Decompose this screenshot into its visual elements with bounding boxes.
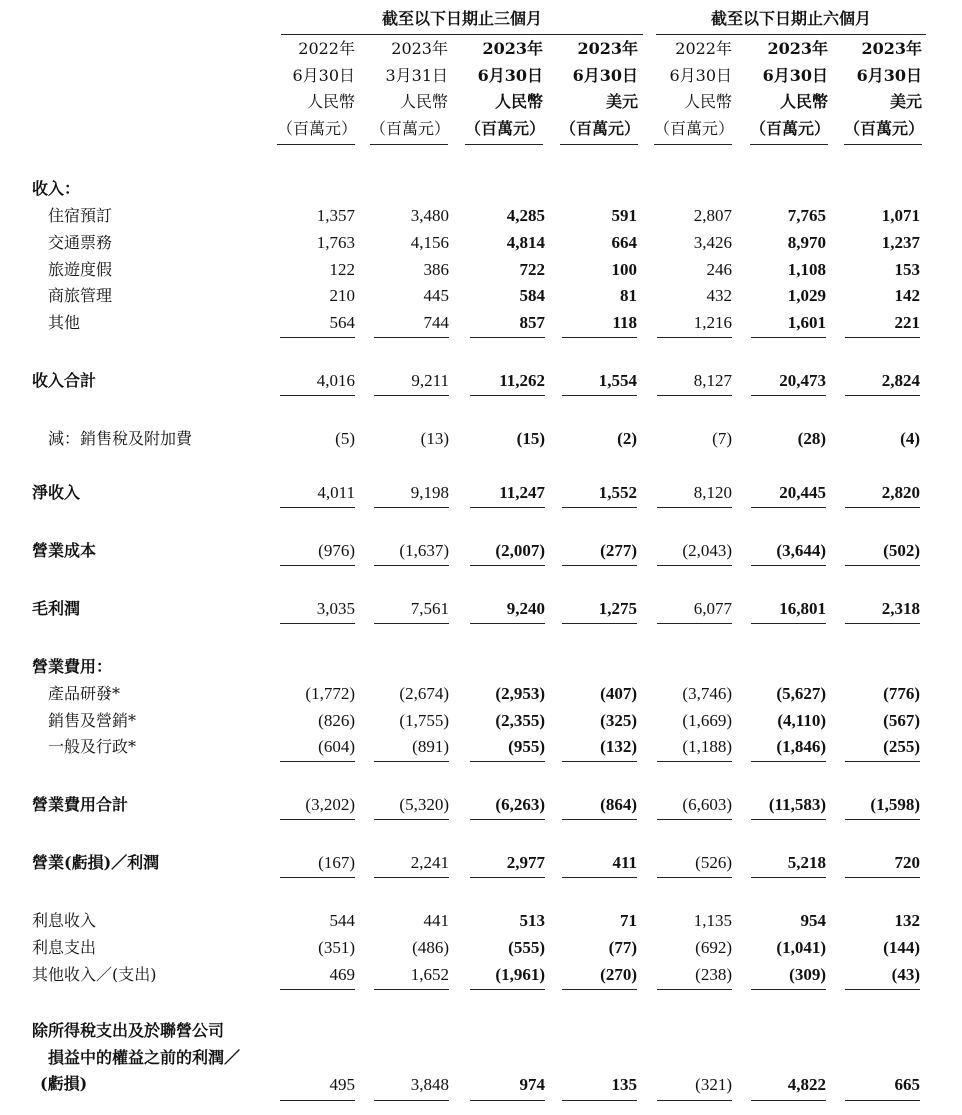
row-label: 旅遊度假 bbox=[48, 260, 113, 279]
table-cell: 2,820 bbox=[881, 483, 920, 502]
table-cell: (238) bbox=[695, 965, 732, 984]
table-row bbox=[0, 1072, 962, 1099]
table-cell: 664 bbox=[611, 233, 637, 252]
subtotal-rule bbox=[374, 565, 449, 566]
subtotal-rule bbox=[751, 623, 826, 624]
table-cell: 495 bbox=[329, 1075, 355, 1094]
table-cell: 9,240 bbox=[506, 599, 545, 618]
table-row bbox=[0, 203, 962, 230]
subtotal-rule bbox=[374, 819, 449, 820]
subtotal-rule bbox=[657, 761, 732, 762]
table-cell: (325) bbox=[600, 711, 637, 730]
subtotal-rule bbox=[562, 337, 637, 338]
table-cell: 411 bbox=[612, 853, 637, 872]
table-cell: (407) bbox=[600, 684, 637, 703]
subtotal-rule bbox=[657, 565, 732, 566]
row-label-line: (虧損) bbox=[40, 1074, 88, 1093]
subtotal-rule bbox=[470, 761, 545, 762]
table-cell: 564 bbox=[329, 313, 355, 332]
table-cell: (692) bbox=[695, 938, 732, 957]
table-cell: 9,198 bbox=[410, 483, 449, 502]
table-cell: 513 bbox=[519, 911, 545, 930]
table-cell: 7,765 bbox=[787, 206, 826, 225]
table-cell: 4,285 bbox=[506, 206, 545, 225]
group-header-six-months: 截至以下日期止六個月 bbox=[656, 8, 926, 35]
subtotal-rule bbox=[374, 761, 449, 762]
table-cell: 3,480 bbox=[410, 206, 449, 225]
row-label-line: 損益中的權益之前的利潤／ bbox=[48, 1047, 241, 1067]
subtotal-rule bbox=[845, 761, 920, 762]
subtotal-rule bbox=[562, 507, 637, 508]
table-cell: 3,426 bbox=[693, 233, 732, 252]
table-cell: 2,241 bbox=[410, 853, 449, 872]
subtotal-rule bbox=[470, 819, 545, 820]
table-cell: (1,846) bbox=[776, 737, 826, 756]
table-cell: 20,473 bbox=[779, 371, 826, 390]
table-cell: 153 bbox=[894, 260, 920, 279]
table-row bbox=[0, 935, 962, 962]
subtotal-rule bbox=[562, 565, 637, 566]
table-cell: (5) bbox=[335, 429, 355, 448]
subtotal-rule bbox=[470, 1100, 545, 1101]
subtotal-rule bbox=[657, 337, 732, 338]
table-cell: (144) bbox=[883, 938, 920, 957]
subtotal-rule bbox=[751, 507, 826, 508]
table-cell: 1,357 bbox=[316, 206, 355, 225]
row-label-line: 除所得稅支出及於聯營公司 bbox=[32, 1021, 225, 1040]
table-cell: 591 bbox=[611, 206, 637, 225]
subtotal-rule bbox=[751, 565, 826, 566]
subtotal-rule bbox=[374, 395, 449, 396]
table-cell: 4,016 bbox=[316, 371, 355, 390]
table-row bbox=[0, 257, 962, 284]
table-row bbox=[0, 792, 962, 819]
table-cell: 1,552 bbox=[598, 483, 637, 502]
table-cell: (864) bbox=[600, 795, 637, 814]
table-cell: (526) bbox=[695, 853, 732, 872]
subtotal-rule bbox=[562, 623, 637, 624]
subtotal-rule bbox=[374, 1100, 449, 1101]
subtotal-rule bbox=[280, 1100, 355, 1101]
subtotal-rule bbox=[845, 507, 920, 508]
table-cell: 665 bbox=[894, 1075, 920, 1094]
table-cell: 584 bbox=[519, 286, 545, 305]
group-header-three-months: 截至以下日期止三個月 bbox=[281, 8, 643, 35]
row-label: 交通票務 bbox=[48, 233, 113, 252]
table-cell: (321) bbox=[695, 1075, 732, 1094]
table-cell: 4,156 bbox=[410, 233, 449, 252]
table-cell: 445 bbox=[423, 286, 449, 305]
table-cell: 1,237 bbox=[881, 233, 920, 252]
table-cell: (776) bbox=[883, 684, 920, 703]
table-cell: 544 bbox=[329, 911, 355, 930]
table-row bbox=[0, 230, 962, 257]
table-cell: 210 bbox=[329, 286, 355, 305]
table-cell: (555) bbox=[508, 938, 545, 957]
column-header: 2023年 6月30日 美元 （百萬元） bbox=[560, 36, 638, 145]
subtotal-rule bbox=[562, 761, 637, 762]
subtotal-rule bbox=[751, 819, 826, 820]
subtotal-rule bbox=[280, 395, 355, 396]
table-cell: (1,961) bbox=[495, 965, 545, 984]
subtotal-rule bbox=[657, 1100, 732, 1101]
table-cell: 11,247 bbox=[499, 483, 545, 502]
subtotal-rule bbox=[751, 989, 826, 990]
table-row bbox=[0, 708, 962, 735]
subtotal-rule bbox=[280, 565, 355, 566]
table-cell: (976) bbox=[318, 541, 355, 560]
table-cell: (502) bbox=[883, 541, 920, 560]
row-label: 營業成本 bbox=[32, 541, 97, 560]
table-row bbox=[0, 734, 962, 761]
table-row bbox=[0, 310, 962, 337]
row-label: 住宿預訂 bbox=[48, 206, 113, 225]
table-cell: 7,561 bbox=[410, 599, 449, 618]
row-label: 收入： bbox=[32, 179, 81, 198]
table-cell: (2,043) bbox=[682, 541, 732, 560]
table-cell: (3,644) bbox=[776, 541, 826, 560]
table-cell: (2,355) bbox=[495, 711, 545, 730]
row-label: 營業(虧損)／利潤 bbox=[32, 853, 160, 872]
table-cell: 2,977 bbox=[506, 853, 545, 872]
subtotal-rule bbox=[562, 819, 637, 820]
row-label: 一般及行政* bbox=[48, 737, 137, 756]
table-row bbox=[0, 908, 962, 935]
table-row bbox=[0, 368, 962, 395]
subtotal-rule bbox=[751, 877, 826, 878]
subtotal-rule bbox=[562, 989, 637, 990]
table-row bbox=[0, 538, 962, 565]
column-header: 2023年 6月30日 人民幣 （百萬元） bbox=[465, 36, 543, 145]
row-label: 營業費用合計 bbox=[32, 795, 129, 814]
table-cell: (1,188) bbox=[682, 737, 732, 756]
table-cell: 71 bbox=[620, 911, 637, 930]
table-cell: 9,211 bbox=[411, 371, 449, 390]
subtotal-rule bbox=[280, 761, 355, 762]
subtotal-rule bbox=[751, 337, 826, 338]
table-cell: 1,029 bbox=[787, 286, 826, 305]
table-cell: 100 bbox=[611, 260, 637, 279]
table-cell: (3,202) bbox=[305, 795, 355, 814]
table-cell: 1,216 bbox=[693, 313, 732, 332]
subtotal-rule bbox=[470, 623, 545, 624]
row-label: 其他 bbox=[48, 313, 81, 332]
table-cell: (255) bbox=[883, 737, 920, 756]
column-header: 2023年 6月30日 人民幣 （百萬元） bbox=[750, 36, 828, 145]
row-label: 減：銷售稅及附加費 bbox=[48, 429, 193, 448]
table-cell: 1,554 bbox=[598, 371, 637, 390]
table-cell: 744 bbox=[423, 313, 449, 332]
subtotal-rule bbox=[657, 877, 732, 878]
column-header: 2023年 3月31日 人民幣 （百萬元） bbox=[370, 36, 448, 145]
table-cell: (891) bbox=[412, 737, 449, 756]
row-label: 營業費用： bbox=[32, 657, 113, 676]
subtotal-rule bbox=[470, 395, 545, 396]
subtotal-rule bbox=[280, 877, 355, 878]
table-cell: 2,824 bbox=[881, 371, 920, 390]
table-cell: (5,627) bbox=[776, 684, 826, 703]
table-cell: 441 bbox=[423, 911, 449, 930]
subtotal-rule bbox=[470, 565, 545, 566]
table-cell: 135 bbox=[611, 1075, 637, 1094]
subtotal-rule bbox=[374, 507, 449, 508]
table-cell: 8,127 bbox=[693, 371, 732, 390]
subtotal-rule bbox=[470, 507, 545, 508]
subtotal-rule bbox=[845, 989, 920, 990]
table-cell: 2,318 bbox=[881, 599, 920, 618]
column-header: 2023年 6月30日 美元 （百萬元） bbox=[844, 36, 922, 145]
table-cell: 857 bbox=[519, 313, 545, 332]
row-label: 利息支出 bbox=[32, 938, 97, 957]
table-cell: 720 bbox=[894, 853, 920, 872]
table-cell: 974 bbox=[519, 1075, 545, 1094]
row-label: 產品研發* bbox=[48, 684, 121, 703]
table-cell: 2,807 bbox=[693, 206, 732, 225]
table-cell: (1,669) bbox=[682, 711, 732, 730]
subtotal-rule bbox=[280, 623, 355, 624]
subtotal-rule bbox=[562, 395, 637, 396]
subtotal-rule bbox=[280, 989, 355, 990]
subtotal-rule bbox=[562, 877, 637, 878]
table-cell: 132 bbox=[894, 911, 920, 930]
subtotal-rule bbox=[845, 623, 920, 624]
table-row bbox=[0, 176, 962, 203]
subtotal-rule bbox=[751, 395, 826, 396]
table-cell: 432 bbox=[706, 286, 732, 305]
table-cell: (4,110) bbox=[777, 711, 826, 730]
table-row bbox=[0, 681, 962, 708]
row-label: 銷售及營銷* bbox=[48, 711, 137, 730]
table-cell: (2) bbox=[617, 429, 637, 448]
table-cell: (1,637) bbox=[399, 541, 449, 560]
table-cell: (1,772) bbox=[305, 684, 355, 703]
table-cell: 11,262 bbox=[499, 371, 545, 390]
subtotal-rule bbox=[470, 989, 545, 990]
table-cell: 469 bbox=[329, 965, 355, 984]
table-cell: (5,320) bbox=[399, 795, 449, 814]
table-cell: (1,755) bbox=[399, 711, 449, 730]
column-header: 2022年 6月30日 人民幣 （百萬元） bbox=[277, 36, 355, 145]
table-cell: 1,275 bbox=[598, 599, 637, 618]
table-row bbox=[0, 962, 962, 989]
table-cell: (486) bbox=[412, 938, 449, 957]
table-cell: (2,007) bbox=[495, 541, 545, 560]
subtotal-rule bbox=[657, 395, 732, 396]
subtotal-rule bbox=[280, 337, 355, 338]
table-cell: (955) bbox=[508, 737, 545, 756]
subtotal-rule bbox=[657, 623, 732, 624]
subtotal-rule bbox=[280, 507, 355, 508]
table-row bbox=[0, 850, 962, 877]
table-cell: 722 bbox=[519, 260, 545, 279]
table-cell: (2,674) bbox=[399, 684, 449, 703]
row-label: 利息收入 bbox=[32, 911, 97, 930]
table-cell: 118 bbox=[612, 313, 637, 332]
table-cell: (11,583) bbox=[768, 795, 826, 814]
table-cell: 8,970 bbox=[787, 233, 826, 252]
subtotal-rule bbox=[470, 877, 545, 878]
table-cell: 246 bbox=[706, 260, 732, 279]
subtotal-rule bbox=[280, 819, 355, 820]
subtotal-rule bbox=[374, 337, 449, 338]
table-cell: 4,814 bbox=[506, 233, 545, 252]
table-cell: 142 bbox=[894, 286, 920, 305]
table-row bbox=[0, 596, 962, 623]
table-cell: 8,120 bbox=[693, 483, 732, 502]
subtotal-rule bbox=[751, 1100, 826, 1101]
table-row bbox=[0, 283, 962, 310]
table-cell: 20,445 bbox=[779, 483, 826, 502]
table-row bbox=[0, 654, 962, 681]
subtotal-rule bbox=[374, 877, 449, 878]
table-cell: 5,218 bbox=[787, 853, 826, 872]
table-cell: (604) bbox=[318, 737, 355, 756]
table-cell: (1,598) bbox=[870, 795, 920, 814]
table-cell: 221 bbox=[894, 313, 920, 332]
table-cell: (167) bbox=[318, 853, 355, 872]
table-cell: 954 bbox=[800, 911, 826, 930]
table-cell: 16,801 bbox=[779, 599, 826, 618]
table-cell: (309) bbox=[789, 965, 826, 984]
table-cell: (7) bbox=[712, 429, 732, 448]
table-cell: 6,077 bbox=[693, 599, 732, 618]
subtotal-rule bbox=[845, 819, 920, 820]
table-cell: 4,822 bbox=[787, 1075, 826, 1094]
table-cell: (826) bbox=[318, 711, 355, 730]
row-label: 毛利潤 bbox=[32, 599, 81, 618]
table-cell: (77) bbox=[608, 938, 637, 957]
subtotal-rule bbox=[845, 877, 920, 878]
table-row bbox=[0, 426, 962, 453]
row-label: 收入合計 bbox=[32, 371, 97, 390]
table-cell: 1,652 bbox=[410, 965, 449, 984]
subtotal-rule bbox=[374, 623, 449, 624]
row-label: 其他收入／(支出) bbox=[32, 965, 157, 984]
table-cell: 122 bbox=[329, 260, 355, 279]
table-row bbox=[0, 480, 962, 507]
table-cell: 1,108 bbox=[787, 260, 826, 279]
subtotal-rule bbox=[562, 1100, 637, 1101]
table-cell: 3,035 bbox=[316, 599, 355, 618]
table-cell: (132) bbox=[600, 737, 637, 756]
table-cell: (15) bbox=[516, 429, 545, 448]
row-label: 淨收入 bbox=[32, 483, 81, 502]
subtotal-rule bbox=[657, 507, 732, 508]
subtotal-rule bbox=[374, 989, 449, 990]
subtotal-rule bbox=[470, 337, 545, 338]
table-cell: (270) bbox=[600, 965, 637, 984]
row-label: 商旅管理 bbox=[48, 286, 113, 305]
table-cell: (277) bbox=[600, 541, 637, 560]
table-cell: (43) bbox=[891, 965, 920, 984]
table-cell: (6,603) bbox=[682, 795, 732, 814]
subtotal-rule bbox=[845, 1100, 920, 1101]
subtotal-rule bbox=[845, 395, 920, 396]
subtotal-rule bbox=[845, 337, 920, 338]
table-cell: 386 bbox=[423, 260, 449, 279]
table-cell: 1,071 bbox=[881, 206, 920, 225]
subtotal-rule bbox=[845, 565, 920, 566]
table-cell: (4) bbox=[900, 429, 920, 448]
table-cell: (28) bbox=[797, 429, 826, 448]
table-cell: 4,011 bbox=[317, 483, 355, 502]
table-cell: 81 bbox=[620, 286, 637, 305]
table-cell: (567) bbox=[883, 711, 920, 730]
column-header: 2022年 6月30日 人民幣 （百萬元） bbox=[654, 36, 732, 145]
table-cell: (3,746) bbox=[682, 684, 732, 703]
table-cell: (2,953) bbox=[495, 684, 545, 703]
table-cell: (6,263) bbox=[495, 795, 545, 814]
subtotal-rule bbox=[657, 989, 732, 990]
table-cell: (1,041) bbox=[776, 938, 826, 957]
table-cell: (13) bbox=[420, 429, 449, 448]
table-cell: 1,763 bbox=[316, 233, 355, 252]
subtotal-rule bbox=[657, 819, 732, 820]
subtotal-rule bbox=[751, 761, 826, 762]
table-cell: 1,135 bbox=[693, 911, 732, 930]
table-cell: 3,848 bbox=[410, 1075, 449, 1094]
table-cell: (351) bbox=[318, 938, 355, 957]
table-cell: 1,601 bbox=[787, 313, 826, 332]
